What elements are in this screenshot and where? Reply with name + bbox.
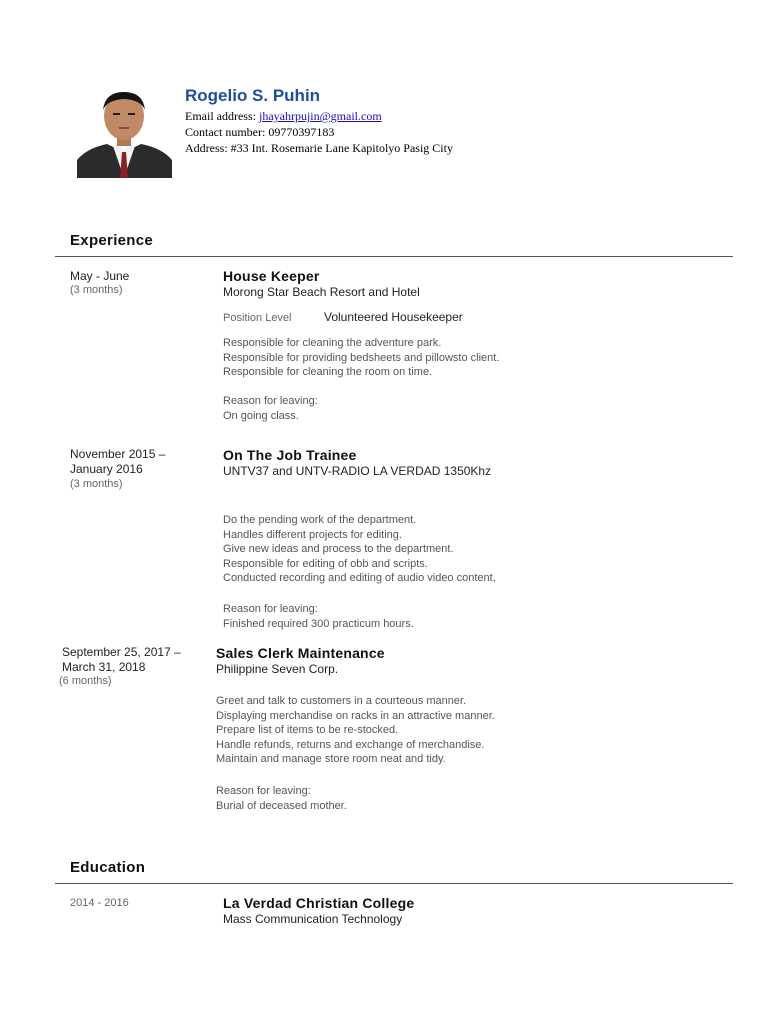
reason-text: Finished required 300 practicum hours. (223, 617, 414, 630)
reason-label: Reason for leaving: (223, 603, 318, 615)
duty-item: Give new ideas and process to the department. (223, 543, 454, 556)
education-course: Mass Communication Technology (223, 912, 403, 926)
job-1-position-value: Volunteered Housekeeper (324, 310, 463, 324)
duty-item: Do the pending work of the department. (223, 514, 417, 526)
reason-text: On going class. (223, 409, 299, 422)
experience-heading: Experience (70, 232, 154, 249)
job-3-title: Sales Clerk Maintenance (216, 645, 385, 661)
experience-divider (55, 256, 733, 257)
job-2-date (70, 447, 165, 477)
job-1-date: May - June (70, 269, 130, 283)
job-3-reason (216, 784, 347, 813)
address: Address: #33 Int. Rosemarie Lane Kapitolyo Pasig City (185, 141, 453, 155)
duty-item: Prepare list of items to be re-stocked. (216, 724, 399, 737)
duty-item: Responsible for cleaning the adventure park. (223, 337, 442, 349)
education-divider (55, 883, 733, 884)
email-label: Email address: (185, 109, 256, 123)
duty-item: Conducted recording and editing of audio video content, (223, 572, 496, 585)
job-2-title: On The Job Trainee (223, 447, 357, 463)
reason-label: Reason for leaving: (216, 785, 311, 797)
date-end: March 31, 2018 (62, 660, 146, 674)
email-link[interactable]: jhayahrpujin@gmail.com (258, 109, 382, 123)
job-1-title: House Keeper (223, 268, 320, 284)
duty-item: Displaying merchandise on racks in an attractive manner. (216, 709, 495, 722)
job-1-position-label: Position Level (223, 312, 292, 324)
duty-item: Maintain and manage store room neat and tidy. (216, 753, 446, 766)
profile-photo (77, 86, 172, 178)
job-1-reason (223, 394, 318, 423)
education-years: 2014 - 2016 (70, 897, 129, 909)
email-line (185, 109, 382, 124)
contact-number: Contact number: 09770397183 (185, 125, 335, 139)
job-2-duration: (3 months) (70, 478, 123, 490)
duty-item: Handle refunds, returns and exchange of merchandise. (216, 738, 485, 751)
job-2-company: UNTV37 and UNTV-RADIO LA VERDAD 1350Khz (223, 464, 492, 478)
duty-item: Greet and talk to customers in a courteous manner. (216, 695, 467, 707)
duty-item: Handles different projects for editing. (223, 528, 402, 541)
reason-text: Burial of deceased mother. (216, 799, 347, 812)
job-1-duration: (3 months) (70, 284, 123, 296)
date-start: September 25, 2017 – (62, 645, 181, 659)
job-2-reason (223, 602, 414, 631)
job-1-company: Morong Star Beach Resort and Hotel (223, 285, 420, 299)
job-3-company: Philippine Seven Corp. (216, 662, 339, 676)
job-1-duties (223, 336, 499, 380)
duty-item: Responsible for providing bedsheets and pillowsto client. (223, 351, 500, 364)
education-heading: Education (70, 859, 146, 876)
duty-item: Responsible for cleaning the room on time. (223, 366, 433, 379)
duty-item: Responsible for editing of obb and scripts. (223, 557, 428, 570)
date-start: November 2015 – (70, 447, 166, 461)
candidate-name: Rogelio S. Puhin (185, 86, 321, 105)
education-school: La Verdad Christian College (223, 895, 415, 911)
job-3-duration: (6 months) (59, 675, 112, 687)
reason-label: Reason for leaving: (223, 395, 318, 407)
job-3-date (62, 645, 181, 675)
job-2-duties (223, 513, 496, 586)
job-3-duties (216, 694, 495, 767)
date-end: January 2016 (70, 462, 143, 476)
